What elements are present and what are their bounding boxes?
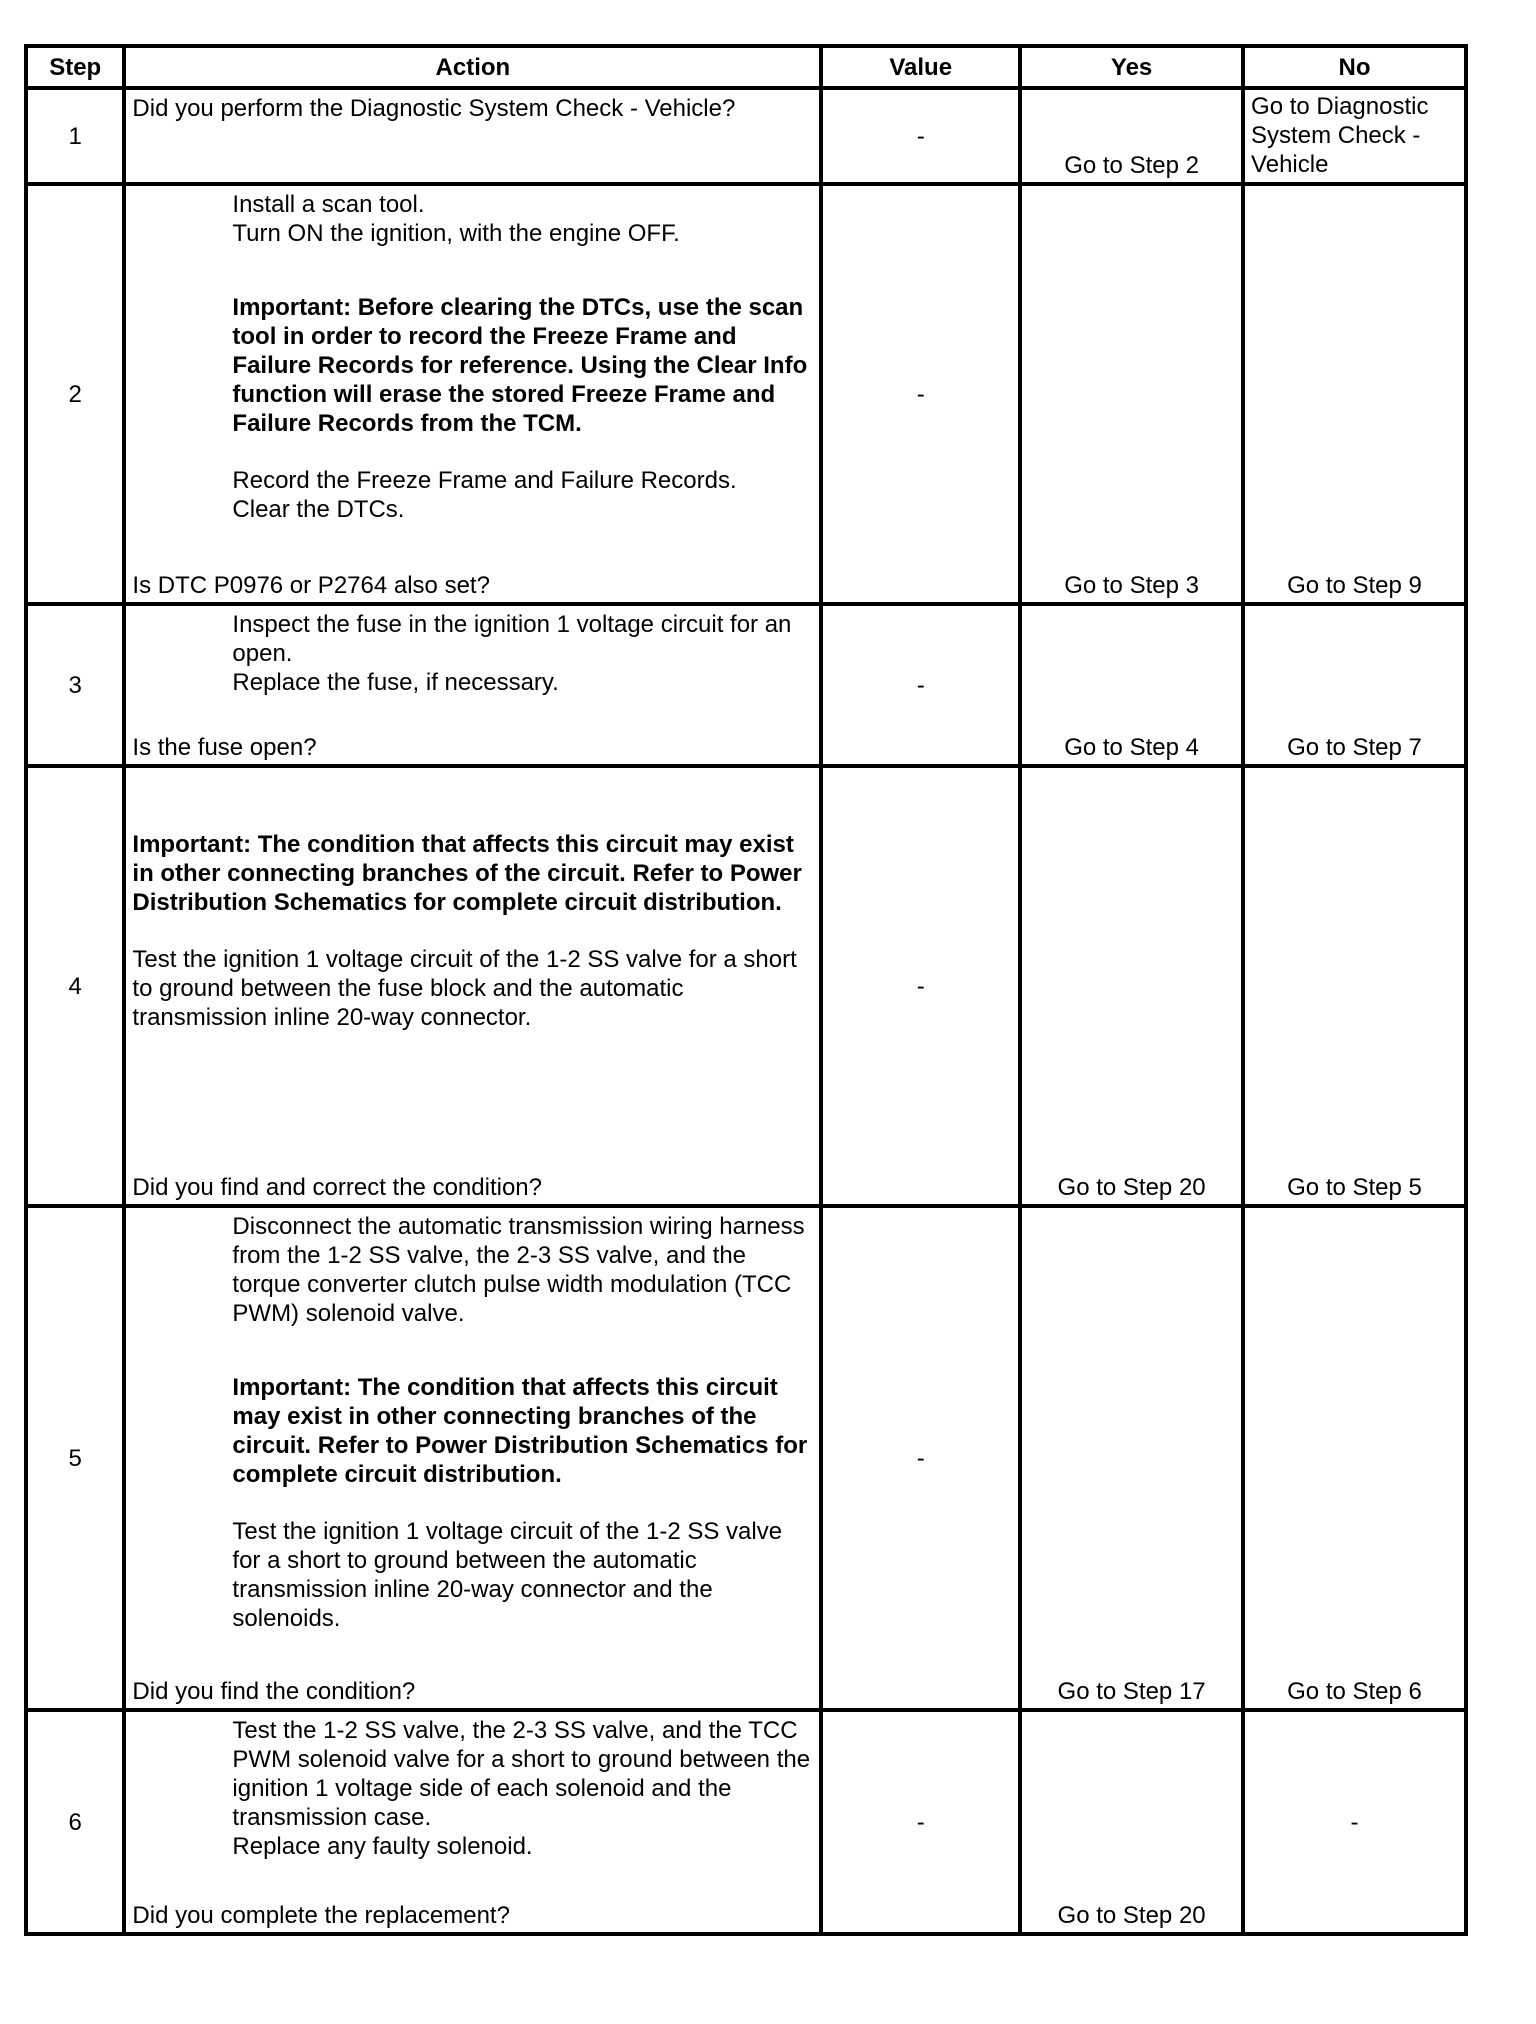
yes-cell [1020, 184, 1243, 604]
yes-cell [1020, 604, 1243, 766]
no-link[interactable]: Go to Step 9 [1287, 572, 1422, 599]
value-cell: - [821, 1710, 1020, 1934]
important-note: Important: Before clearing the DTCs, use the scan tool in order to record the Freeze Frame and Failure Records for reference. Using the Clear Info function will erase the stored Freeze Frame and Failure Records from the TCM. [232, 294, 808, 437]
no-cell [1243, 184, 1466, 604]
header-yes: Yes [1020, 46, 1243, 88]
no-link[interactable]: Go to Step 7 [1287, 734, 1422, 761]
yes-link[interactable]: Go to Step 20 [1057, 1174, 1206, 1201]
step-number: 5 [26, 1206, 124, 1710]
value-cell: - [821, 184, 1020, 604]
no-link[interactable]: Go to Diagnostic System Check - Vehicle [1251, 93, 1429, 178]
value-cell: - [821, 1206, 1020, 1710]
question-text: Did you find the condition? [132, 1678, 416, 1705]
yes-link[interactable]: Go to Step 17 [1057, 1678, 1206, 1705]
no-cell: - [1243, 1710, 1466, 1934]
action-cell [124, 1206, 821, 1710]
value-cell: - [821, 766, 1020, 1206]
value-cell: - [821, 88, 1020, 184]
header-action: Action [124, 46, 821, 88]
header-row [26, 46, 1466, 88]
action-line: Test the ignition 1 voltage circuit of the 1-2 SS valve for a short to ground between the automatic transmission inline 20-way connector and the solenoids. [232, 1518, 783, 1632]
action-line: Inspect the fuse in the ignition 1 voltage circuit for an open. [232, 611, 792, 667]
action-line: Clear the DTCs. [232, 496, 405, 523]
no-cell [1243, 88, 1466, 184]
no-link[interactable]: Go to Step 6 [1287, 1678, 1422, 1705]
action-line: Replace the fuse, if necessary. [232, 669, 559, 696]
yes-cell [1020, 1710, 1243, 1934]
step-number: 1 [26, 88, 124, 184]
important-note: Important: The condition that affects this circuit may exist in other connecting branches of the circuit. Refer to Power Distribution Schematics for complete circuit distribution. [132, 831, 802, 916]
table-row [26, 184, 1466, 604]
action-cell [124, 604, 821, 766]
value-cell: - [821, 604, 1020, 766]
yes-link[interactable]: Go to Step 3 [1064, 572, 1199, 599]
action-line: Test the 1-2 SS valve, the 2-3 SS valve, and the TCC PWM solenoid valve for a short to ground between the ignition 1 voltage side of each solenoid and the transmission case. [232, 1717, 811, 1831]
important-note: Important: The condition that affects this circuit may exist in other connecting branches of the circuit. Refer to Power Distribution Schematics for complete circuit distribution. [232, 1374, 808, 1488]
yes-cell [1020, 1206, 1243, 1710]
header-step: Step [26, 46, 124, 88]
action-cell [124, 88, 821, 184]
action-cell [124, 766, 821, 1206]
question-text: Is DTC P0976 or P2764 also set? [132, 572, 490, 599]
action-text: Test the ignition 1 voltage circuit of the 1-2 SS valve for a short to ground between the fuse block and the automatic transmission inline 20-way connector. [132, 946, 797, 1031]
question-text: Did you find and correct the condition? [132, 1174, 542, 1201]
yes-link[interactable]: Go to Step 2 [1064, 152, 1199, 179]
header-value: Value [821, 46, 1020, 88]
question-text: Did you complete the replacement? [132, 1902, 510, 1929]
no-cell [1243, 766, 1466, 1206]
question-text: Did you perform the Diagnostic System Check - Vehicle? [132, 95, 736, 122]
header-no: No [1243, 46, 1466, 88]
action-line: Record the Freeze Frame and Failure Records. [232, 467, 737, 494]
yes-link[interactable]: Go to Step 4 [1064, 734, 1199, 761]
step-number: 3 [26, 604, 124, 766]
no-link[interactable]: Go to Step 5 [1287, 1174, 1422, 1201]
action-line: Turn ON the ignition, with the engine OFF. [232, 220, 680, 247]
yes-cell [1020, 88, 1243, 184]
diagnostic-table [24, 44, 1468, 1936]
step-number: 2 [26, 184, 124, 604]
yes-link[interactable]: Go to Step 20 [1057, 1902, 1206, 1929]
yes-cell [1020, 766, 1243, 1206]
question-text: Is the fuse open? [132, 734, 317, 761]
table-row [26, 604, 1466, 766]
action-line: Disconnect the automatic transmission wiring harness from the 1-2 SS valve, the 2-3 SS valve, and the torque converter clutch pulse width modulation (TCC PWM) solenoid valve. [232, 1213, 805, 1327]
action-line: Install a scan tool. [232, 191, 425, 218]
no-cell [1243, 1206, 1466, 1710]
action-line: Replace any faulty solenoid. [232, 1833, 533, 1860]
action-cell [124, 184, 821, 604]
action-cell [124, 1710, 821, 1934]
table-row [26, 88, 1466, 184]
table-row [26, 1206, 1466, 1710]
table-row [26, 766, 1466, 1206]
step-number: 6 [26, 1710, 124, 1934]
no-cell [1243, 604, 1466, 766]
table-row [26, 1710, 1466, 1934]
step-number: 4 [26, 766, 124, 1206]
